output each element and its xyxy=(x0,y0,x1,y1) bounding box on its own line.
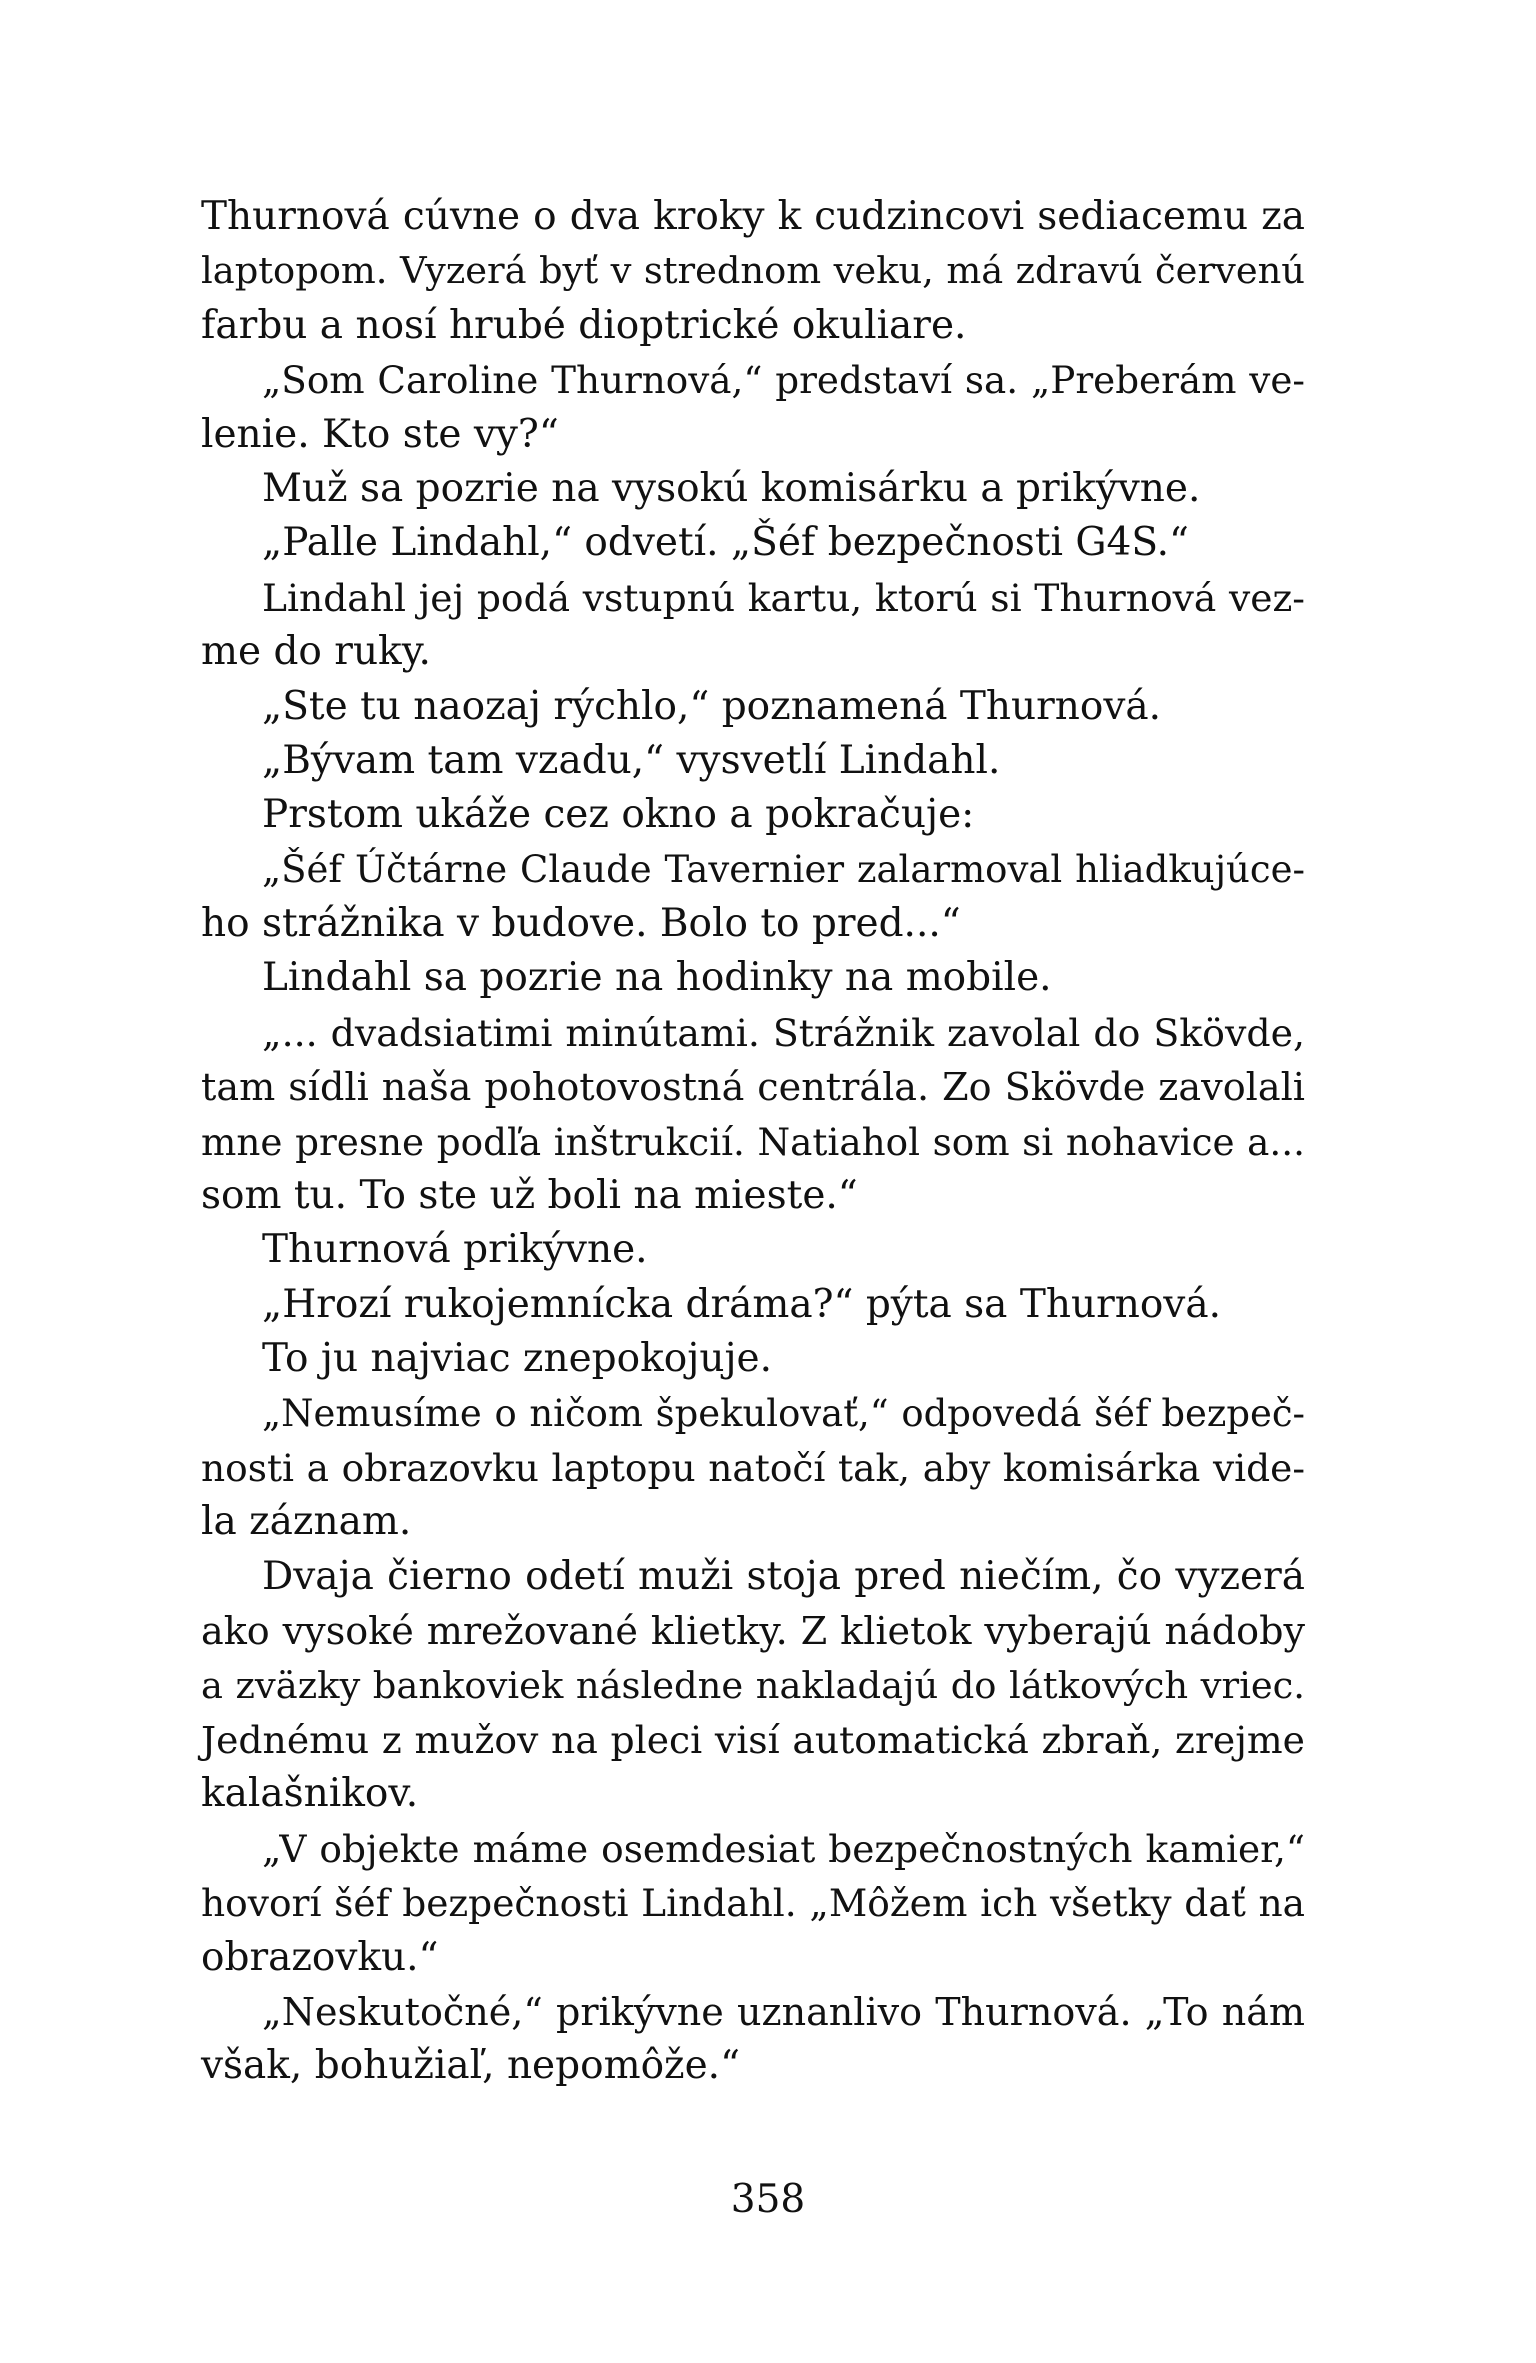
text-line: Muž sa pozrie na vysokú komisárku a prikývne. xyxy=(262,465,1201,511)
text-line: nosti a obrazovku laptopu natočí tak, aby komisárka vide- xyxy=(201,1445,1305,1490)
text-line: „Hrozí rukojemnícka dráma?“ pýta sa Thurnová. xyxy=(262,1281,1221,1327)
text-line: Thurnová cúvne o dva kroky k cudzincovi sediacemu za xyxy=(201,194,1305,239)
text-line: „Šéf Účtárne Claude Tavernier zalarmoval hliadkujúce- xyxy=(262,847,1305,891)
text-line: hovorí šéf bezpečnosti Lindahl. „Môžem ich všetky dať na xyxy=(201,1881,1305,1926)
text-line: Lindahl sa pozrie na hodinky na mobile. xyxy=(262,955,1052,1001)
text-line: som tu. To ste už boli na mieste.“ xyxy=(201,1173,858,1219)
text-line: „Som Caroline Thurnová,“ predstaví sa. „Preberám ve- xyxy=(262,358,1305,403)
text-line: „Bývam tam vzadu,“ vysvetlí Lindahl. xyxy=(262,737,1001,783)
text-line: „Ste tu naozaj rýchlo,“ poznamená Thurnová. xyxy=(262,683,1162,729)
text-line: a zväzky bankoviek následne nakladajú do látkových vriec. xyxy=(201,1663,1305,1707)
text-line: la záznam. xyxy=(201,1499,412,1545)
text-line: Thurnová prikývne. xyxy=(262,1227,648,1273)
text-line: tam sídli naša pohotovostná centrála. Zo Skövde zavolali xyxy=(201,1065,1305,1110)
body-text xyxy=(201,190,1305,2094)
text-line: obrazovku.“ xyxy=(201,1934,439,1980)
text-line: „V objekte máme osemdesiat bezpečnostných kamier,“ xyxy=(262,1826,1305,1871)
text-line: ho strážnika v budove. Bolo to pred...“ xyxy=(201,901,961,947)
text-line: „Nemusíme o ničom špekulovať,“ odpovedá šéf bezpeč- xyxy=(262,1391,1305,1435)
text-line: farbu a nosí hrubé dioptrické okuliare. xyxy=(201,302,967,348)
text-line: kalašnikov. xyxy=(201,1771,419,1817)
text-line: Jednému z mužov na pleci visí automatická zbraň, zrejme xyxy=(201,1717,1305,1762)
text-line: mne presne podľa inštrukcií. Natiahol som si nohavice a... xyxy=(201,1119,1305,1164)
page-number: 358 xyxy=(730,2177,806,2222)
text-line: me do ruky. xyxy=(201,629,431,675)
text-line: však, bohužiaľ, nepomôže.“ xyxy=(201,2043,741,2089)
text-line: „Palle Lindahl,“ odvetí. „Šéf bezpečnosti G4S.“ xyxy=(262,520,1189,566)
text-line: Dvaja čierno odetí muži stoja pred niečím, čo vyzerá xyxy=(262,1553,1305,1599)
text-line: laptopom. Vyzerá byť v strednom veku, má zdravú červenú xyxy=(201,249,1305,293)
text-line: Prstom ukáže cez okno a pokračuje: xyxy=(262,792,975,838)
text-line: To ju najviac znepokojuje. xyxy=(262,1336,773,1382)
text-line: ako vysoké mrežované klietky. Z klietok vyberajú nádoby xyxy=(201,1609,1305,1654)
text-line: „... dvadsiatimi minútami. Strážnik zavolal do Skövde, xyxy=(262,1010,1305,1055)
text-line: „Neskutočné,“ prikývne uznanlivo Thurnová. „To nám xyxy=(262,1989,1305,2034)
text-line: lenie. Kto ste vy?“ xyxy=(201,411,559,457)
text-line: Lindahl jej podá vstupnú kartu, ktorú si Thurnová vez- xyxy=(262,575,1305,620)
